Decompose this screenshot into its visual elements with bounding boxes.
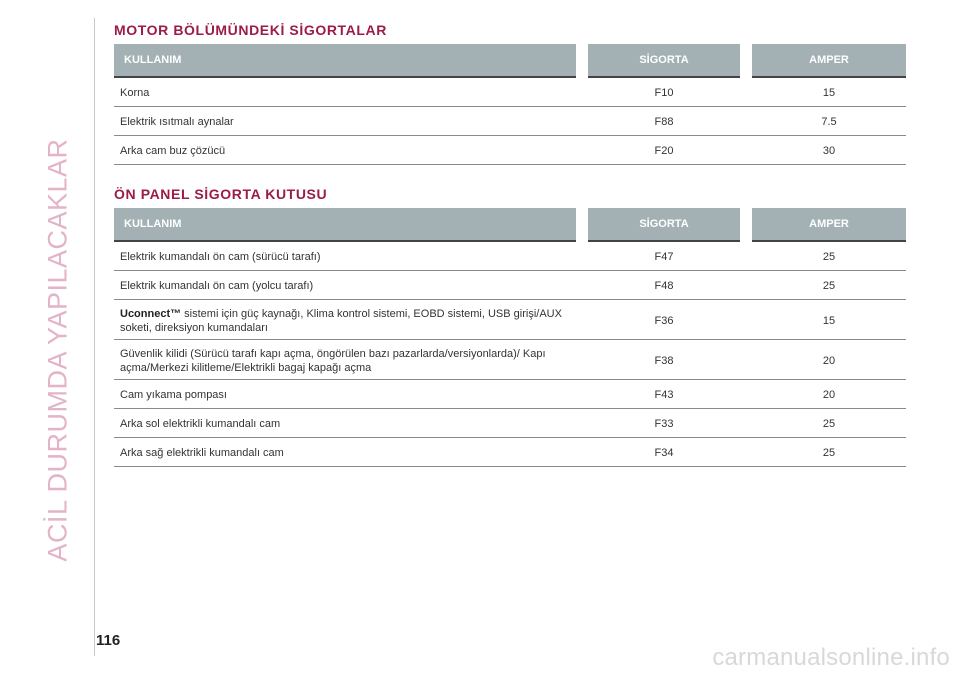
engine-fuse-table — [114, 44, 906, 165]
cell-usage — [114, 300, 576, 340]
cell-amp: 25 — [752, 271, 906, 300]
cell-amp: 7.5 — [752, 107, 906, 136]
engine-fuse-section — [114, 22, 906, 165]
cell-fuse: F47 — [588, 241, 740, 271]
cell-gap — [740, 438, 752, 467]
side-chapter-title-text: ACİL DURUMDA YAPILACAKLAR — [42, 138, 73, 562]
header-gap — [576, 44, 588, 77]
table-row — [114, 77, 906, 107]
table-row — [114, 107, 906, 136]
header-amp: AMPER — [752, 208, 906, 241]
table-row — [114, 300, 906, 340]
header-amp: AMPER — [752, 44, 906, 77]
table-header-row — [114, 208, 906, 241]
cell-fuse: F33 — [588, 409, 740, 438]
table-row — [114, 271, 906, 300]
cell-gap — [576, 340, 588, 380]
cell-fuse: F38 — [588, 340, 740, 380]
cell-amp: 15 — [752, 300, 906, 340]
cell-gap — [740, 300, 752, 340]
cell-amp: 30 — [752, 136, 906, 165]
header-fuse: SİGORTA — [588, 44, 740, 77]
watermark: carmanualsonline.info — [712, 644, 950, 671]
cell-gap — [576, 241, 588, 271]
cell-usage: Korna — [114, 77, 576, 107]
cell-gap — [576, 271, 588, 300]
cell-usage-rest: sistemi için güç kaynağı, Klima kontrol sistemi, EOBD sistemi, USB girişi/AUX soketi, direksiyon kumandaları — [120, 307, 562, 334]
cell-gap — [740, 136, 752, 165]
header-usage: KULLANIM — [114, 44, 576, 77]
panel-fuse-section — [114, 186, 906, 467]
cell-gap — [576, 107, 588, 136]
cell-amp: 20 — [752, 380, 906, 409]
cell-gap — [576, 380, 588, 409]
cell-fuse: F48 — [588, 271, 740, 300]
cell-fuse: F20 — [588, 136, 740, 165]
cell-gap — [576, 136, 588, 165]
table-row — [114, 409, 906, 438]
header-usage: KULLANIM — [114, 208, 576, 241]
cell-gap — [740, 271, 752, 300]
cell-gap — [576, 438, 588, 467]
cell-usage: Elektrik ısıtmalı aynalar — [114, 107, 576, 136]
cell-gap — [740, 107, 752, 136]
cell-fuse: F88 — [588, 107, 740, 136]
cell-usage: Arka sağ elektrikli kumandalı cam — [114, 438, 576, 467]
page-number: 116 — [96, 632, 121, 649]
cell-amp: 15 — [752, 77, 906, 107]
cell-fuse: F43 — [588, 380, 740, 409]
cell-usage: Arka cam buz çözücü — [114, 136, 576, 165]
table-row — [114, 340, 906, 380]
cell-gap — [740, 380, 752, 409]
cell-amp: 25 — [752, 241, 906, 271]
cell-usage: Elektrik kumandalı ön cam (yolcu tarafı) — [114, 271, 576, 300]
cell-gap — [740, 77, 752, 107]
table-header-row — [114, 44, 906, 77]
cell-amp: 25 — [752, 409, 906, 438]
cell-gap — [740, 409, 752, 438]
cell-fuse: F36 — [588, 300, 740, 340]
cell-amp: 25 — [752, 438, 906, 467]
cell-usage: Elektrik kumandalı ön cam (sürücü tarafı) — [114, 241, 576, 271]
header-gap — [740, 208, 752, 241]
engine-fuse-title: MOTOR BÖLÜMÜNDEKİ SİGORTALAR — [114, 22, 387, 38]
cell-fuse: F34 — [588, 438, 740, 467]
table-row — [114, 241, 906, 271]
cell-gap — [576, 77, 588, 107]
cell-usage: Güvenlik kilidi (Sürücü tarafı kapı açma, öngörülen bazı pazarlarda/versiyonlarda)/ Kapı açma/Merkezi kilitleme/Elektrikli bagaj kapağı açma — [114, 340, 576, 380]
table-row — [114, 438, 906, 467]
cell-gap — [740, 241, 752, 271]
cell-usage-bold: Uconnect™ — [120, 307, 182, 320]
cell-amp: 20 — [752, 340, 906, 380]
cell-usage: Arka sol elektrikli kumandalı cam — [114, 409, 576, 438]
header-gap — [576, 208, 588, 241]
header-fuse: SİGORTA — [588, 208, 740, 241]
cell-usage: Cam yıkama pompası — [114, 380, 576, 409]
side-divider — [94, 18, 95, 656]
cell-gap — [576, 409, 588, 438]
table-row — [114, 380, 906, 409]
panel-fuse-title: ÖN PANEL SİGORTA KUTUSU — [114, 186, 328, 202]
header-gap — [740, 44, 752, 77]
panel-fuse-table — [114, 208, 906, 467]
cell-gap — [576, 300, 588, 340]
cell-fuse: F10 — [588, 77, 740, 107]
table-row — [114, 136, 906, 165]
cell-gap — [740, 340, 752, 380]
